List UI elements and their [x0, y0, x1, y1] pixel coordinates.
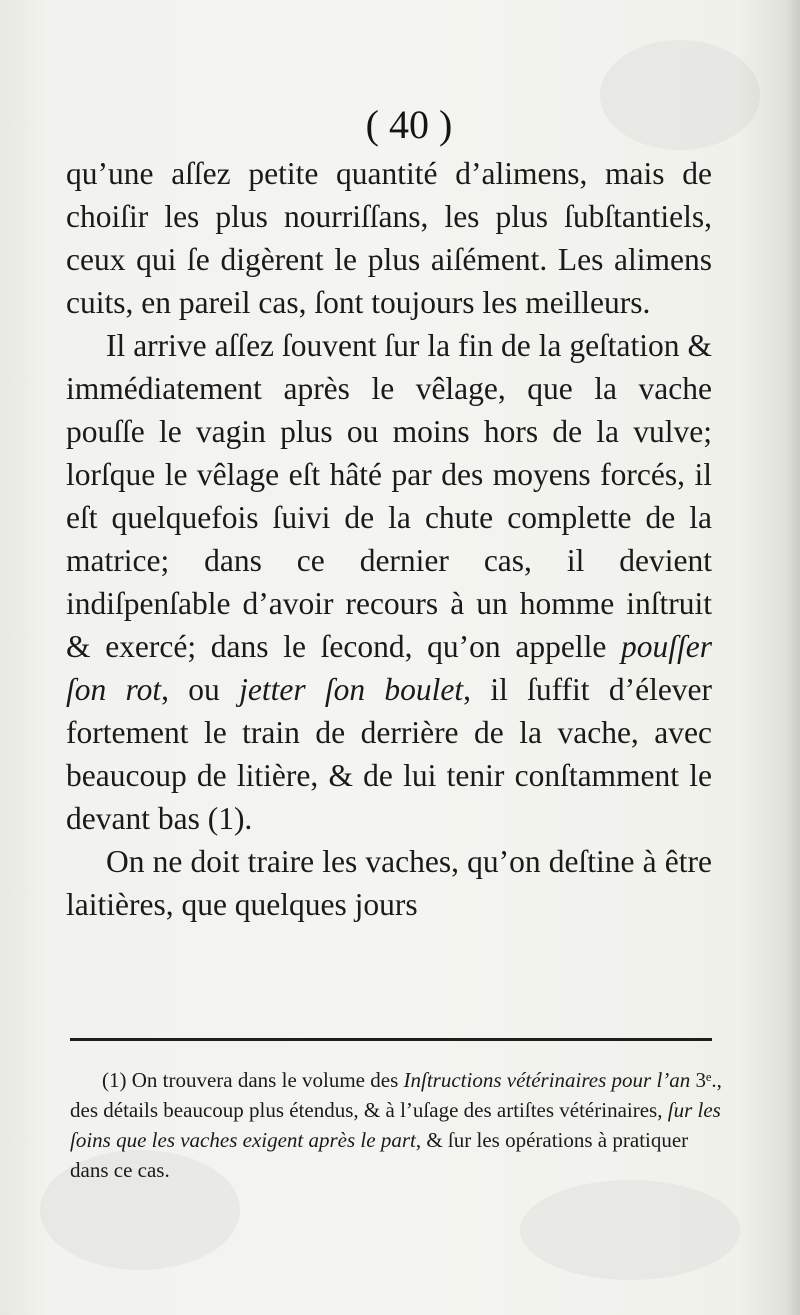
paragraph-2 [66, 324, 712, 840]
footnote-segment: , & ſur les opérations à pratiquer dans ce cas. [70, 1128, 689, 1182]
paragraph-1: qu’une aſſez petite quantité d’alimens, mais de choiſir les plus nourriſſans, les plus ſubſtantiels, ceux qui ſe digèrent le plus aiſément. Les alimens cuits, en pareil cas, ſont toujours les meilleurs. [66, 156, 712, 320]
footnote [70, 1065, 722, 1185]
footnote-text [70, 1065, 722, 1185]
footnote-italic-phrase: ſur les ſoins que les vaches exigent après le part [70, 1098, 721, 1152]
footnote-segment: 3ᵉ., des détails beaucoup plus étendus, & à l’uſage des artiſtes vétérinaires, [70, 1068, 722, 1122]
paper-stain [520, 1180, 740, 1280]
footnote-italic-title: Inſtructions vétérinaires pour l’an [403, 1068, 691, 1092]
paragraph-2-text: , ou [161, 672, 240, 707]
italic-phrase-pousser: pouſſer ſon rot [66, 629, 712, 707]
paragraph-3: On ne doit traire les vaches, qu’on deſtine à être laitières, que quelques jours [66, 844, 712, 922]
page-number: ( 40 ) [365, 102, 453, 147]
body-text [66, 152, 712, 926]
footnote-segment: (1) On trouvera dans le volume des [102, 1068, 404, 1092]
paragraph-2-text: Il arrive aſſez ſouvent ſur la fin de la geſtation & immédiatement après le vêlage, que la vache pouſſe le vagin plus ou moins hors de la vulve; lorſque le vêlage eſt hâté par des moyens forcés, il eſt quelquefois ſuivi de la chute complette de la matrice; dans ce dernier cas, il devient indiſpenſable d’avoir recours à un homme inſtruit & exercé; dans le ſecond, qu’on appelle [66, 328, 712, 664]
italic-phrase-jetter: jetter ſon boulet [239, 672, 464, 707]
paragraph-2-text: , il ſuffit d’élever fortement le train de derrière de la vache, avec beaucoup de litière, & de lui tenir conſtamment le devant bas (1). [66, 672, 713, 836]
footnote-rule [70, 1038, 712, 1041]
